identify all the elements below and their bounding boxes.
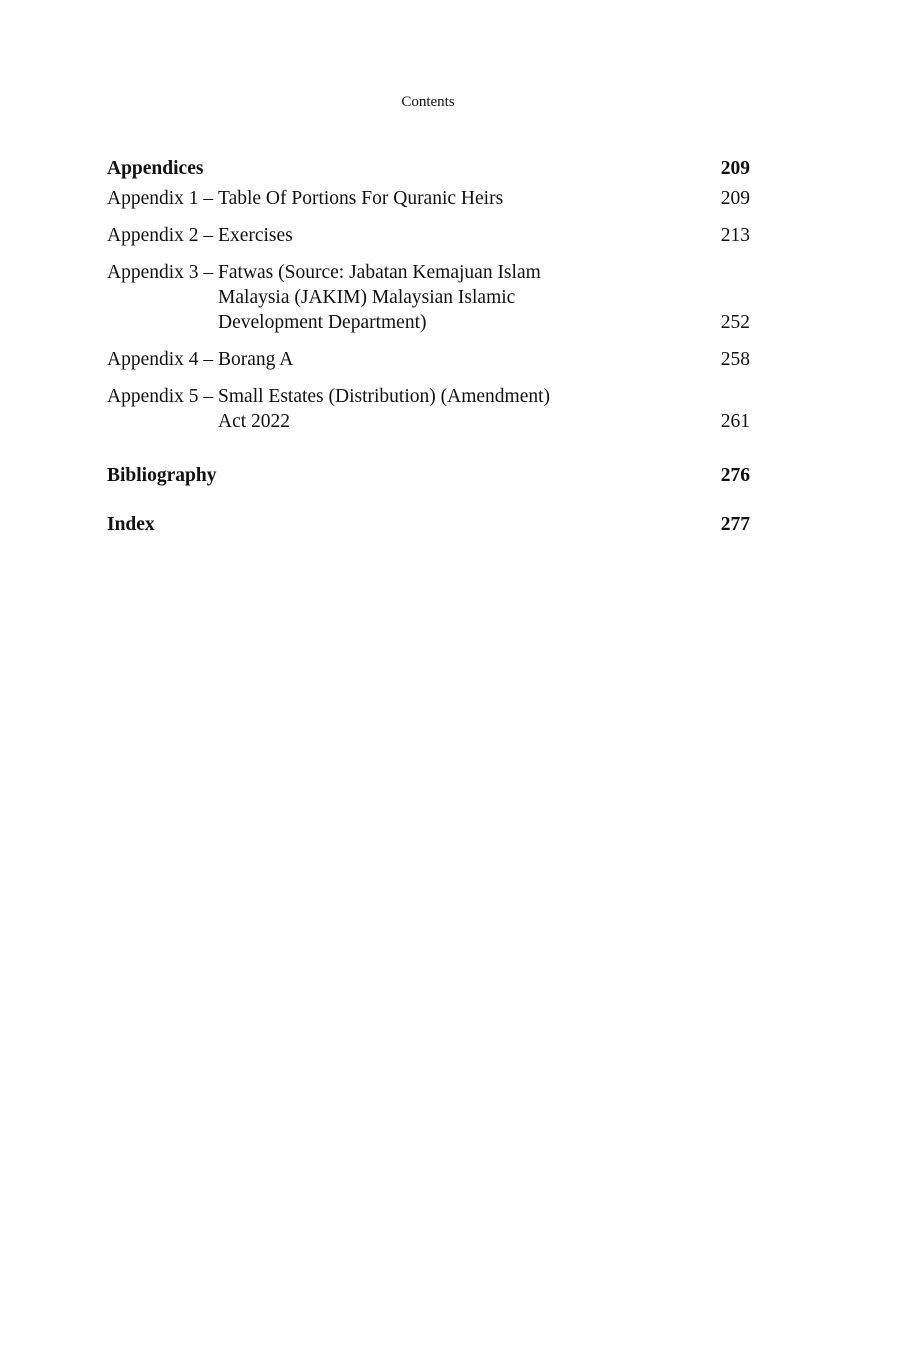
toc-page-number: 209 [720, 188, 750, 209]
toc-entry-title: Table Of Portions For Quranic Heirs [218, 188, 504, 209]
toc-heading-label: Index [107, 514, 155, 535]
toc-entry-title-line: Act 2022 [218, 411, 291, 432]
toc-entry-appendix-2[interactable] [107, 223, 750, 248]
toc-entry-title-line: Development Department) [218, 312, 427, 333]
toc-entry-prefix: Appendix 4 – [107, 349, 219, 370]
toc-heading-index[interactable] [107, 512, 750, 537]
toc-page-number: 277 [720, 514, 750, 535]
toc-entry-appendix-1[interactable] [107, 186, 750, 211]
toc-entry-appendix-5[interactable] [107, 384, 750, 434]
toc-entry-prefix: Appendix 1 – [107, 188, 219, 209]
toc-entry-prefix: Appendix 2 – [107, 225, 219, 246]
toc-page-number: 258 [720, 349, 750, 370]
running-head: Contents [401, 94, 455, 110]
toc-heading-bibliography[interactable] [107, 463, 750, 488]
toc-heading-appendices[interactable] [107, 156, 750, 181]
toc-page-number: 261 [720, 411, 750, 432]
toc-page-number: 209 [720, 158, 750, 179]
toc-page-number: 276 [720, 465, 750, 486]
toc-page-number: 213 [720, 225, 750, 246]
toc-entry-title: Exercises [218, 225, 293, 246]
toc-entry-title-line: Fatwas (Source: Jabatan Kemajuan Islam [218, 262, 541, 283]
toc-page-number: 252 [720, 312, 750, 333]
toc-entry-prefix: Appendix 3 – [107, 262, 219, 283]
toc-heading-label: Appendices [107, 158, 204, 179]
toc-heading-label: Bibliography [107, 465, 217, 486]
toc-entry-title-line: Small Estates (Distribution) (Amendment) [218, 386, 551, 407]
toc-entry-title: Borang A [218, 349, 294, 370]
toc-entry-title-line: Malaysia (JAKIM) Malaysian Islamic [218, 287, 516, 308]
toc-entry-prefix: Appendix 5 – [107, 386, 219, 407]
table-of-contents [107, 152, 750, 537]
toc-entry-appendix-3[interactable] [107, 260, 750, 335]
toc-entry-appendix-4[interactable] [107, 347, 750, 372]
